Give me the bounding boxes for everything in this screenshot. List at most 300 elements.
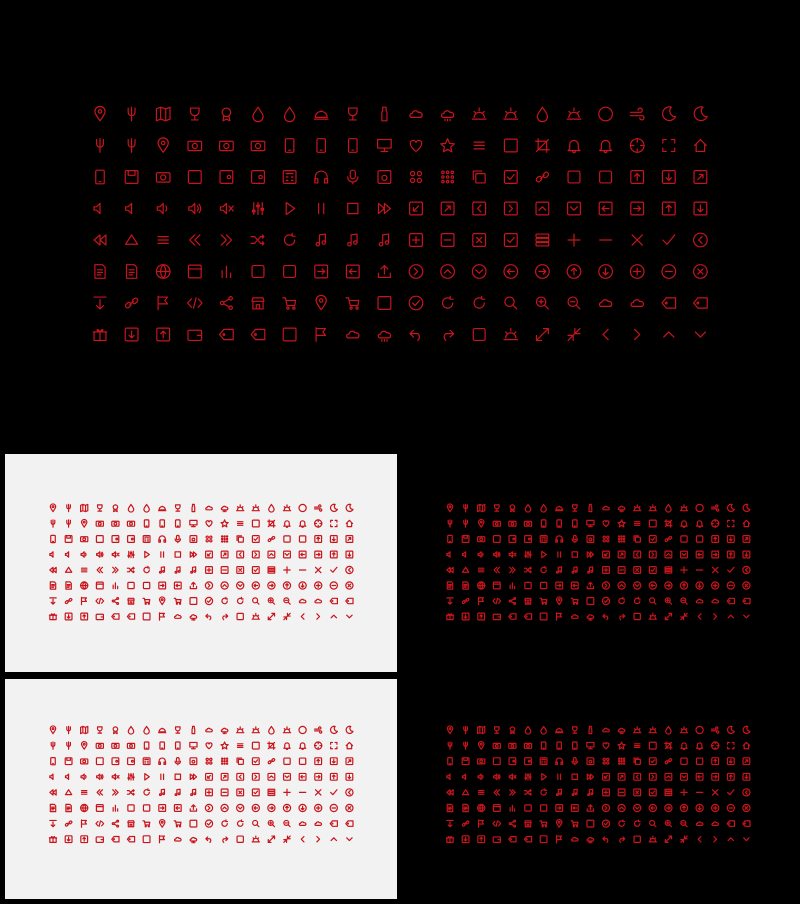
grid-four-circles-icon (206, 758, 212, 764)
check-mark-icon (331, 790, 337, 795)
flags-icon (160, 836, 165, 843)
repeat-icon (144, 566, 150, 572)
tag-label-icon (694, 298, 708, 308)
login-box-icon (315, 265, 328, 278)
chevron-right-icon (635, 329, 640, 339)
cloud-upload-icon (315, 599, 322, 602)
expand-diagonal-icon (268, 613, 274, 619)
close-box-icon (237, 567, 244, 574)
rewind-icon (50, 790, 56, 795)
eject-triangle-icon (65, 790, 71, 795)
television-icon (525, 758, 532, 765)
chevron-right-box-icon (252, 773, 259, 780)
cart-full-icon (174, 821, 181, 827)
mobile-phone-icon (557, 742, 562, 749)
rewind-icon (94, 235, 106, 245)
fullscreen-corners-icon (728, 742, 734, 748)
volume-mute-icon (112, 774, 119, 779)
cloud-icon (572, 838, 579, 841)
receipt-icon (540, 613, 547, 620)
icon-grid-dark-bottom (403, 679, 800, 899)
crescent-moon-icon (346, 504, 353, 511)
chevron-up-icon (331, 615, 336, 618)
chevron-right-circle-icon (205, 804, 212, 811)
plus-icon (681, 789, 687, 795)
bell-icon (681, 743, 687, 750)
star-icon (618, 742, 625, 749)
shuffle-icon (524, 567, 531, 572)
chevron-left-icon (603, 329, 608, 339)
copy-layers-icon (473, 171, 485, 183)
price-tag-icon (112, 837, 119, 842)
music-library-icon (95, 265, 105, 279)
chevron-right-icon (317, 837, 320, 842)
clipboard-icon (190, 598, 197, 605)
chevron-up-box-icon (268, 773, 275, 780)
ipod-icon (541, 742, 546, 749)
undo-arrow-icon (603, 614, 608, 619)
rain-drop-icon (269, 726, 274, 734)
code-icon (493, 821, 501, 826)
flag-icon (158, 296, 167, 310)
microphone-icon (175, 758, 180, 765)
shuffle-icon (524, 790, 531, 795)
minus-box-icon (441, 234, 454, 247)
external-link-icon (665, 758, 672, 764)
sync-icon (635, 820, 641, 826)
volume-high-icon (494, 774, 500, 779)
chevron-up-circle-icon (618, 804, 625, 811)
floppy-disk-icon (462, 758, 469, 765)
check-box-icon (252, 789, 259, 796)
cloud-upload-icon (712, 822, 719, 825)
star-icon (221, 742, 228, 749)
sun-horizon-icon (567, 108, 581, 119)
link-chain-icon (65, 598, 72, 604)
knife-icon (464, 742, 468, 749)
heart-icon (206, 521, 212, 527)
radio-icon (112, 536, 119, 543)
logout-box-icon (174, 805, 181, 812)
check-mark-icon (331, 567, 337, 572)
zoom-in-icon (268, 820, 274, 826)
receipt-icon (283, 328, 296, 341)
arrow-up-box-icon (727, 551, 734, 558)
chevron-left-circle-icon (743, 566, 750, 573)
eject-triangle-icon (462, 567, 468, 572)
crosshair-target-icon (712, 520, 719, 527)
chevron-left-box-icon (237, 773, 244, 780)
sunset-icon (634, 505, 641, 511)
vertical-resize-icon (237, 836, 243, 842)
battery-phone-icon (51, 535, 56, 542)
speaker-icon (50, 552, 53, 557)
chevron-down-box-icon (284, 551, 291, 558)
code-icon (96, 598, 104, 603)
upload-tray-icon (540, 805, 546, 811)
browser-window-icon (188, 265, 201, 278)
equalizer-sliders-icon (128, 551, 134, 557)
floppy-disk-icon (65, 758, 72, 765)
flags-icon (557, 613, 562, 620)
fullscreen-corners-icon (728, 520, 734, 526)
eject-triangle-icon (126, 235, 138, 244)
film-strip-icon (493, 758, 500, 765)
fork-icon (51, 520, 55, 527)
arrow-left-circle-icon (252, 804, 259, 811)
check-mark-icon (728, 567, 734, 572)
gift-icon (49, 614, 56, 620)
cocktail-icon (176, 727, 181, 733)
list-icon (479, 568, 484, 572)
fork-icon (51, 742, 55, 749)
sunrise-icon (649, 727, 656, 733)
monitor-icon (378, 140, 392, 152)
chevron-down-icon (347, 615, 352, 618)
expand-diagonal-icon (268, 836, 274, 842)
list-icon (158, 237, 168, 244)
logout-box-icon (174, 582, 181, 589)
double-chevron-right-icon (113, 567, 118, 572)
arrow-right-box-icon (315, 551, 322, 558)
volume-low-icon (462, 774, 465, 779)
stop-icon (572, 552, 577, 557)
radio-icon (509, 536, 516, 543)
speaker-icon (447, 774, 450, 779)
battery-phone-icon (51, 758, 56, 765)
heart-icon (603, 743, 609, 749)
plus-icon (284, 789, 290, 795)
music-library-icon (447, 582, 452, 589)
video-camera-icon (81, 537, 88, 542)
television-icon (128, 758, 135, 765)
crop-icon (268, 520, 275, 527)
chevron-right-icon (317, 614, 320, 619)
ipod-icon (144, 520, 149, 527)
check-box-icon (504, 234, 517, 247)
flags-icon (160, 613, 165, 620)
backspace-icon (662, 298, 676, 308)
sync-icon (635, 597, 641, 603)
expand-box-icon (346, 536, 353, 543)
upload-tray-icon (143, 805, 149, 811)
download-tray-icon (252, 266, 264, 278)
projector-icon (509, 743, 516, 748)
equalizer-sliders-icon (525, 774, 531, 780)
double-chevron-right-icon (510, 790, 515, 795)
wind-icon (315, 727, 322, 733)
calculator-icon (283, 171, 296, 184)
food-cloche-icon (159, 506, 166, 511)
expand-diagonal-icon (665, 836, 671, 842)
game-controller-icon (127, 521, 134, 526)
mobile-phone-icon (160, 520, 165, 527)
plus-icon (568, 234, 580, 246)
sun-icon (599, 107, 613, 121)
sign-out-icon (299, 758, 305, 764)
wallet-icon (96, 614, 103, 619)
sun-horizon-icon (283, 505, 290, 511)
projector-icon (112, 743, 119, 748)
arrow-right-circle-icon (268, 804, 275, 811)
basket-icon (143, 598, 150, 604)
vertical-resize-icon (634, 836, 640, 842)
monitor-icon (190, 520, 197, 526)
fork-icon (448, 742, 452, 749)
browser-window-icon (493, 582, 500, 589)
chevron-up-circle-icon (221, 804, 228, 811)
sync-icon (238, 597, 244, 603)
collapse-box-icon (603, 551, 610, 558)
download-bar-icon (447, 598, 453, 604)
music-notes-icon (191, 567, 196, 573)
fire-icon (144, 504, 149, 512)
map-icon (478, 504, 485, 511)
menu-lines-icon (238, 522, 243, 526)
close-x-icon (632, 235, 642, 245)
spoon-icon (158, 138, 168, 152)
redo-arrow-icon (620, 837, 625, 842)
award-ribbon-icon (113, 727, 118, 734)
fork-icon (448, 520, 452, 527)
arrow-down-box-icon (743, 773, 750, 780)
play-icon (145, 774, 150, 780)
cloud-shower-icon (190, 615, 197, 620)
arrow-down-box-icon (694, 202, 707, 215)
upload-arrow-box-icon (81, 613, 88, 620)
fire-icon (285, 107, 295, 121)
floppy-disk-icon (125, 171, 138, 184)
basket-icon (283, 298, 296, 309)
chevron-left-icon (698, 837, 701, 842)
share-nodes-icon (112, 820, 118, 827)
bottle-icon (192, 504, 195, 511)
wallet-icon (188, 330, 202, 340)
film-strip-icon (493, 536, 500, 543)
cloud-upload-icon (712, 599, 719, 602)
chevron-down-box-icon (681, 773, 688, 780)
flag-icon (479, 820, 484, 827)
arrow-down-circle-icon (696, 804, 703, 811)
volume-low-icon (462, 552, 465, 557)
cloud-rain-icon (618, 506, 625, 511)
spoon-icon (82, 742, 87, 750)
projector-icon (509, 521, 516, 526)
arrow-up-box-icon (727, 773, 734, 780)
play-icon (286, 203, 295, 215)
cloud-icon (175, 838, 182, 841)
close-box-icon (237, 789, 244, 796)
chevron-left-icon (301, 837, 304, 842)
chevron-down-box-icon (681, 551, 688, 558)
cart-full-icon (571, 821, 578, 827)
rain-drop-icon (666, 726, 671, 734)
expand-box-icon (743, 536, 750, 543)
arrow-right-box-icon (315, 773, 322, 780)
fullscreen-corners-icon (331, 742, 337, 748)
sun-horizon-icon (680, 505, 687, 511)
close-box-icon (634, 567, 641, 574)
double-chevron-left-icon (97, 790, 102, 795)
chevron-down-icon (347, 838, 352, 841)
cloud-download-icon (696, 599, 703, 602)
cloud-lightning-icon (206, 506, 213, 509)
shopping-cart-icon (557, 820, 562, 828)
water-drop-flame-icon (128, 726, 133, 734)
headphones-icon (556, 758, 563, 764)
double-chevron-left-icon (494, 567, 499, 572)
chevron-down-box-icon (568, 202, 581, 215)
grid-four-circles-icon (410, 171, 421, 182)
checkbox-edit-icon (649, 758, 656, 765)
cloud-upload-icon (631, 300, 643, 307)
arrow-up-circle-icon (283, 804, 290, 811)
grid-four-circles-icon (603, 536, 609, 542)
backspace-icon (727, 821, 734, 826)
document-lines-icon (66, 582, 71, 589)
stop-icon (572, 774, 577, 779)
upload-tray-icon (540, 582, 546, 588)
sunrise-icon (252, 505, 259, 511)
sunset-icon (634, 727, 641, 733)
grid-nine-dots-icon (221, 536, 227, 542)
headphones-icon (315, 171, 328, 183)
arrow-down-circle-icon (299, 804, 306, 811)
check-mark-icon (663, 235, 675, 244)
speaker-box-icon (378, 171, 391, 184)
home-icon (346, 520, 352, 526)
wind-icon (712, 727, 719, 733)
search-icon (505, 297, 517, 309)
shrink-diagonal-icon (284, 613, 290, 619)
zoom-in-icon (665, 598, 671, 604)
award-ribbon-icon (222, 108, 231, 121)
zoom-in-icon (665, 820, 671, 826)
gift-icon (93, 330, 107, 341)
sign-out-icon (600, 171, 612, 183)
bell-icon (284, 521, 290, 528)
document-lines-icon (66, 804, 71, 811)
check-circle-icon (409, 296, 423, 310)
download-box-icon (330, 536, 337, 543)
gift-icon (446, 837, 453, 843)
map-icon (478, 726, 485, 733)
cloud-lightning-icon (206, 728, 213, 731)
redo-arrow-icon (620, 614, 625, 619)
flag-icon (479, 597, 484, 604)
tag-icon (127, 837, 134, 842)
mobile-phone-icon (160, 742, 165, 749)
arrow-right-circle-icon (268, 582, 275, 589)
chevron-right-box-icon (649, 551, 656, 558)
wallet-icon (493, 837, 500, 842)
share-upload-icon (378, 266, 390, 278)
download-box-icon (330, 758, 337, 765)
volume-mid-icon (81, 774, 86, 779)
code-icon (493, 598, 501, 603)
music-note-alt-icon (572, 789, 577, 795)
link-chain-icon (65, 821, 72, 827)
share-nodes-icon (509, 598, 515, 605)
copy-layers-icon (634, 758, 640, 764)
check-box-icon (649, 789, 656, 796)
close-x-icon (316, 567, 321, 572)
double-chevron-left-icon (97, 567, 102, 572)
monitor-icon (587, 520, 594, 526)
crosshair-target-icon (630, 139, 644, 153)
microphone-icon (348, 170, 358, 184)
download-box-icon (662, 171, 675, 184)
projector-icon (220, 141, 234, 150)
music-notes-icon (588, 789, 593, 795)
notification-bell-tilt-icon (696, 521, 702, 528)
upload-tray-icon (284, 266, 296, 278)
collapse-box-icon (410, 202, 423, 215)
microphone-icon (572, 535, 577, 542)
sun-horizon-icon (680, 727, 687, 733)
download-box-icon (727, 536, 734, 543)
globe-icon (156, 265, 170, 279)
minus-box-icon (221, 789, 228, 796)
vertical-resize-icon (473, 329, 485, 341)
external-link-icon (535, 171, 549, 182)
login-box-icon (556, 582, 563, 589)
chevron-down-box-icon (284, 773, 291, 780)
plus-icon (681, 567, 687, 573)
vertical-resize-icon (634, 613, 640, 619)
ipod-icon (541, 520, 546, 527)
play-icon (542, 774, 547, 780)
chevron-left-icon (698, 614, 701, 619)
moon-wind-icon (728, 504, 735, 511)
arrow-down-box-icon (346, 773, 353, 780)
music-library-icon (50, 804, 55, 811)
arrow-down-box-icon (346, 551, 353, 558)
ipod-icon (144, 742, 149, 749)
expand-box-icon (743, 758, 750, 765)
sign-out-icon (696, 758, 702, 764)
sign-in-icon (681, 758, 687, 764)
music-note-alt-icon (572, 567, 577, 573)
chevron-up-box-icon (665, 551, 672, 558)
rain-drop-icon (666, 504, 671, 512)
zoom-in-icon (268, 598, 274, 604)
wind-icon (712, 505, 719, 511)
television-icon (525, 536, 532, 543)
copy-layers-icon (237, 536, 243, 542)
shrink-diagonal-icon (681, 836, 687, 842)
arrow-right-circle-icon (536, 265, 550, 279)
crop-frame-icon (252, 520, 259, 527)
bottle-icon (589, 726, 592, 733)
stop-icon (175, 552, 180, 557)
cloud-upload-icon (315, 822, 322, 825)
minus-circle-icon (727, 582, 734, 589)
minus-circle-icon (662, 265, 676, 279)
search-icon (253, 820, 259, 826)
search-icon (253, 598, 259, 604)
menu-lines-icon (635, 744, 640, 748)
plus-circle-icon (315, 582, 322, 589)
plus-box-icon (206, 789, 213, 796)
play-icon (542, 551, 547, 557)
checkbox-edit-icon (649, 536, 656, 543)
stack-icon (268, 567, 275, 573)
arrow-up-circle-icon (567, 265, 581, 279)
download-tray-icon (128, 582, 134, 588)
bar-chart-icon (222, 266, 231, 277)
undo-arrow-icon (206, 837, 211, 842)
